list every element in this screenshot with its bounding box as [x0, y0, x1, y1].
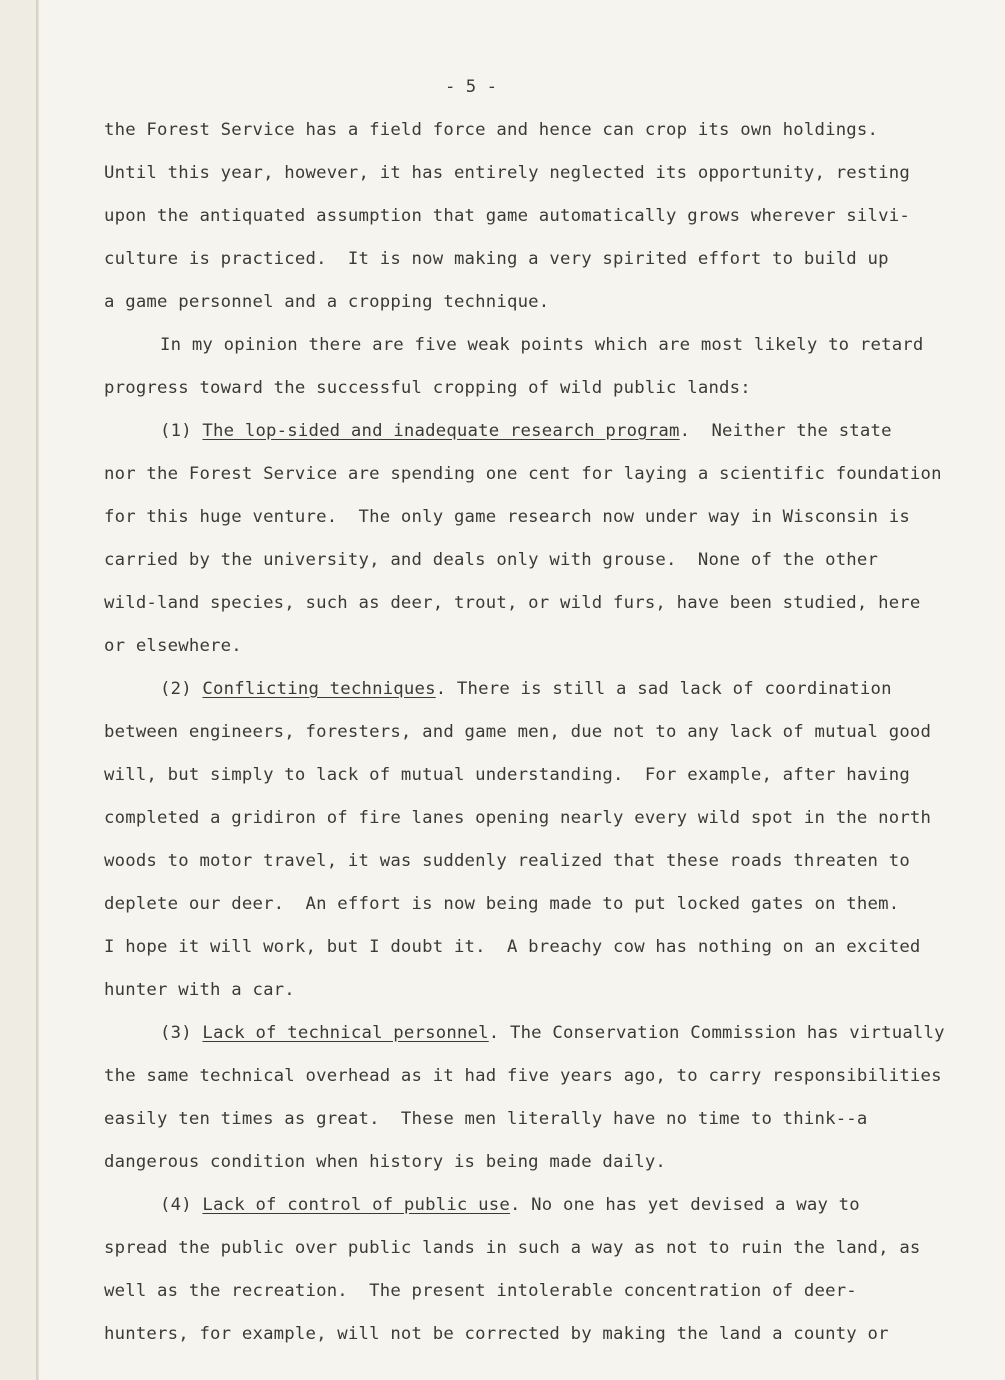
text-line: Until this year, however, it has entirely neglected its opportunity, resting — [104, 163, 910, 183]
text-line: upon the antiquated assumption that game automatically grows wherever silvi- — [104, 206, 910, 226]
text-line: dangerous condition when history is being made daily. — [104, 1152, 667, 1172]
point-heading: Lack of technical personnel — [202, 1023, 489, 1043]
point-4-public-use — [104, 1184, 954, 1356]
point-3-technical-personnel — [104, 1012, 954, 1184]
point-heading-line — [104, 1012, 954, 1055]
point-heading-line — [104, 668, 954, 711]
text-line: easily ten times as great. These men literally have no time to think--a — [104, 1109, 868, 1129]
text-line: between engineers, foresters, and game men, due not to any lack of mutual good — [104, 722, 932, 742]
text-line: carried by the university, and deals only with grouse. None of the other — [104, 550, 879, 570]
page-left-margin — [0, 0, 36, 1380]
point-number: (1) — [160, 421, 203, 441]
text-line: hunter with a car. — [104, 980, 295, 1000]
point-heading-rest: . Neither the state — [679, 421, 892, 441]
text-line: a game personnel and a cropping technique. — [104, 292, 550, 312]
text-line: for this huge venture. The only game research now under way in Wisconsin is — [104, 507, 910, 527]
point-number: (2) — [160, 679, 203, 699]
point-heading: The lop-sided and inadequate research program — [202, 421, 680, 441]
text-line: well as the recreation. The present intolerable concentration of deer- — [104, 1281, 857, 1301]
point-heading-rest: . There is still a sad lack of coordination — [435, 679, 892, 699]
text-line: deplete our deer. An effort is now being made to put locked gates on them. — [104, 894, 900, 914]
text-line: hunters, for example, will not be corrected by making the land a county or — [104, 1324, 889, 1344]
text-line: I hope it will work, but I doubt it. A breachy cow has nothing on an excited — [104, 937, 921, 957]
point-number: (4) — [160, 1195, 203, 1215]
point-2-conflicting-techniques — [104, 668, 954, 1012]
point-heading-rest: . The Conservation Commission has virtually — [488, 1023, 945, 1043]
point-heading: Lack of control of public use — [202, 1195, 510, 1215]
text-line: will, but simply to lack of mutual understanding. For example, after having — [104, 765, 910, 785]
point-heading-rest: . No one has yet devised a way to — [509, 1195, 860, 1215]
text-line: spread the public over public lands in such a way as not to ruin the land, as — [104, 1238, 921, 1258]
text-line: or elsewhere. — [104, 636, 242, 656]
paragraph-forest-service — [104, 109, 954, 324]
text-line: the Forest Service has a field force and hence can crop its own holdings. — [104, 120, 879, 140]
point-heading: Conflicting techniques — [202, 679, 436, 699]
binding-edge — [36, 0, 39, 1380]
point-heading-line — [104, 410, 954, 453]
text-line: the same technical overhead as it had five years ago, to carry responsibilities — [104, 1066, 942, 1086]
text-line: progress toward the successful cropping of wild public lands: — [104, 378, 751, 398]
point-number: (3) — [160, 1023, 203, 1043]
text-line: completed a gridiron of fire lanes opening nearly every wild spot in the north — [104, 808, 932, 828]
point-1-research-program — [104, 410, 954, 668]
spacer-line — [104, 66, 954, 109]
page-number: - 5 - — [445, 77, 498, 97]
paragraph-five-weak-points — [104, 324, 954, 410]
text-line: culture is practiced. It is now making a very spirited effort to build up — [104, 249, 889, 269]
text-line: In my opinion there are five weak points which are most likely to retard — [160, 335, 924, 355]
body-text — [104, 66, 954, 1356]
point-heading-line — [104, 1184, 954, 1227]
text-line: woods to motor travel, it was suddenly realized that these roads threaten to — [104, 851, 910, 871]
text-line: nor the Forest Service are spending one cent for laying a scientific foundation — [104, 464, 942, 484]
text-line: wild-land species, such as deer, trout, or wild furs, have been studied, here — [104, 593, 921, 613]
